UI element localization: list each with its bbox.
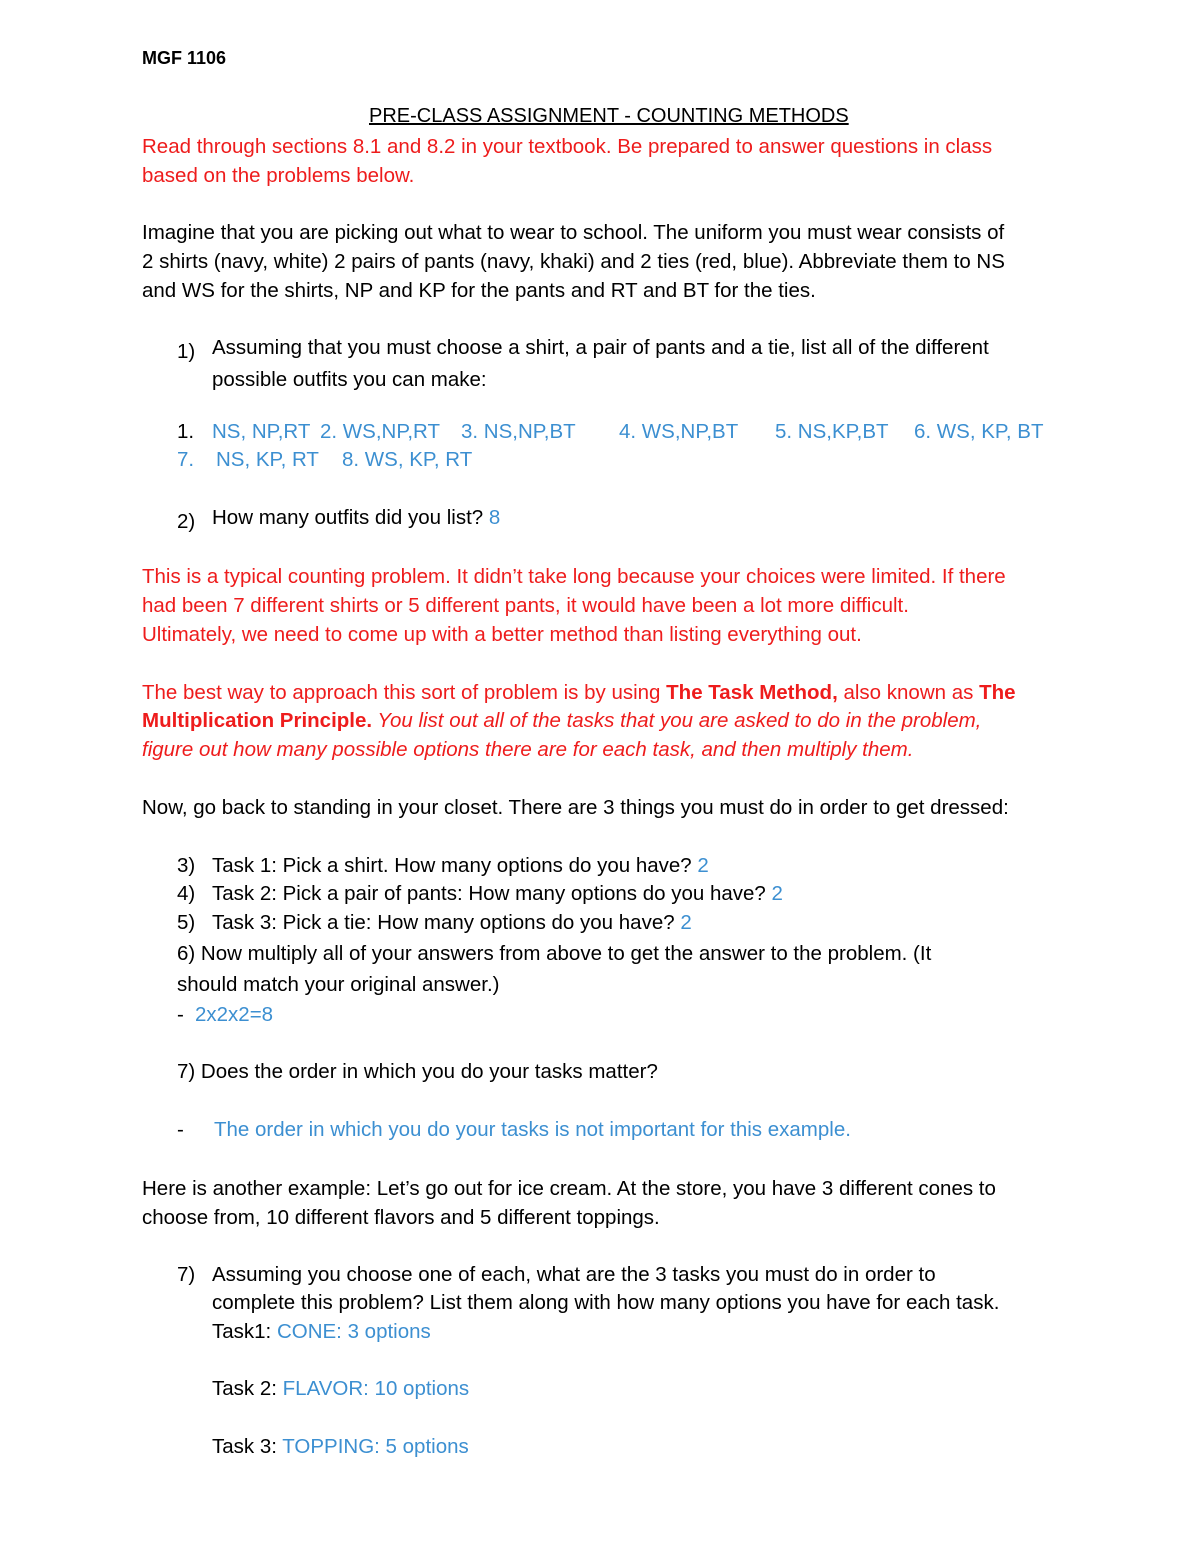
answer-list-row-1: [177, 418, 1044, 446]
q4-number: 4): [177, 882, 196, 905]
note1-line-3: Ultimately, we need to come up with a better method than listing everything out.: [142, 623, 862, 646]
q5-text: Task 3: Pick a tie: How many options do you have?: [212, 911, 675, 934]
outfit-item: 8. WS, KP, RT: [342, 448, 473, 471]
q6-answer: 2x2x2=8: [195, 1003, 274, 1026]
q7b-line-1: Assuming you choose one of each, what are the 3 tasks you must do in order to: [212, 1263, 936, 1286]
q4-answer: 2: [771, 882, 783, 905]
task1-line: [212, 1318, 431, 1346]
scenario-line-1: Imagine that you are picking out what to wear to school. The uniform you must wear consists of: [142, 221, 1005, 244]
outfit-item: 3. NS,NP,BT: [461, 420, 576, 443]
note1-line-2: had been 7 different shirts or 5 different pants, it would have been a lot more difficult.: [142, 594, 909, 617]
q3-number: 3): [177, 854, 196, 877]
icecream-line-1: Here is another example: Let’s go out for ice cream. At the store, you have 3 different cones to: [142, 1177, 996, 1200]
q5-answer: 2: [680, 911, 692, 934]
q6-answer-line: [177, 1001, 274, 1029]
intro-line-2: based on the problems below.: [142, 164, 415, 187]
task1-answer: CONE: 3 options: [276, 1320, 431, 1343]
note1-line-1: This is a typical counting problem. It didn’t take long because your choices were limited. If there: [142, 565, 1006, 588]
answer-dash: -: [177, 1118, 184, 1141]
answer-dash: -: [177, 1003, 184, 1026]
q1-line-2: possible outfits you can make:: [212, 368, 487, 391]
answer-list-row-2: [177, 446, 473, 474]
note2-text: The best way to approach this sort of problem is by using: [142, 681, 667, 704]
q7a-answer-line: [177, 1116, 851, 1144]
icecream-line-2: choose from, 10 different flavors and 5 different toppings.: [142, 1206, 660, 1229]
outfit-item: 2. WS,NP,RT: [320, 420, 440, 443]
q2-text: How many outfits did you list?: [212, 506, 484, 529]
q2-number: 2): [177, 510, 196, 533]
page-title: PRE-CLASS ASSIGNMENT - COUNTING METHODS: [369, 105, 849, 127]
scenario-line-3: and WS for the shirts, NP and KP for the pants and RT and BT for the ties.: [142, 279, 816, 302]
note2-text: also known as: [837, 681, 980, 704]
task-method-term: The Task Method,: [666, 681, 838, 704]
task3-line: [212, 1433, 469, 1461]
intro-line-1: Read through sections 8.1 and 8.2 in your textbook. Be prepared to answer questions in class: [142, 135, 993, 158]
note2-italic-text: You list out all of the tasks that you are asked to do in the problem,: [372, 709, 982, 732]
note2-line-3: figure out how many possible options there are for each task, and then multiply them.: [142, 738, 914, 761]
multiplication-term: The: [979, 681, 1016, 704]
task2-line: [212, 1375, 469, 1403]
q5-number: 5): [177, 911, 196, 934]
q6-line-2: should match your original answer.): [177, 973, 500, 996]
q7b-line-2: complete this problem? List them along with how many options you have for each task.: [212, 1291, 1000, 1314]
outfit-item: 5. NS,KP,BT: [775, 420, 889, 443]
task2-answer: FLAVOR: 10 options: [282, 1377, 470, 1400]
task2-label: Task 2:: [212, 1377, 277, 1400]
outfit-item: 7.: [177, 448, 195, 471]
q3-text: Task 1: Pick a shirt. How many options do you have?: [212, 854, 692, 877]
outfit-item: NS, NP,RT: [212, 420, 311, 443]
multiplication-principle-term: Multiplication Principle.: [142, 709, 373, 732]
q4-line: [212, 880, 783, 908]
q1-line-1: Assuming that you must choose a shirt, a pair of pants and a tie, list all of the different: [212, 336, 989, 359]
closet-line: Now, go back to standing in your closet. There are 3 things you must do in order to get dressed:: [142, 796, 1009, 819]
q3-line: [212, 852, 709, 880]
note2-line-1: [142, 679, 1016, 707]
q1-number: 1): [177, 340, 196, 363]
outfit-item: 4. WS,NP,BT: [619, 420, 739, 443]
course-header: MGF 1106: [142, 48, 227, 68]
q5-line: [212, 909, 692, 937]
scenario-line-2: 2 shirts (navy, white) 2 pairs of pants (navy, khaki) and 2 ties (red, blue). Abbreviate them to NS: [142, 250, 1005, 273]
q2-line: [212, 504, 500, 532]
q4-text: Task 2: Pick a pair of pants: How many options do you have?: [212, 882, 766, 905]
q7b-number: 7): [177, 1263, 196, 1286]
answer-list-number: 1.: [177, 420, 195, 443]
task3-answer: TOPPING: 5 options: [282, 1435, 469, 1458]
q3-answer: 2: [697, 854, 709, 877]
task1-label: Task1:: [212, 1320, 272, 1343]
outfit-item: NS, KP, RT: [216, 448, 319, 471]
q7a-line: 7) Does the order in which you do your tasks matter?: [177, 1060, 658, 1083]
note2-line-2: [142, 707, 981, 735]
task3-label: Task 3:: [212, 1435, 277, 1458]
q7a-answer: The order in which you do your tasks is not important for this example.: [214, 1118, 851, 1141]
outfit-item: 6. WS, KP, BT: [914, 420, 1044, 443]
q6-line-1: 6) Now multiply all of your answers from above to get the answer to the problem. (It: [177, 942, 932, 965]
q2-answer: 8: [488, 506, 501, 529]
